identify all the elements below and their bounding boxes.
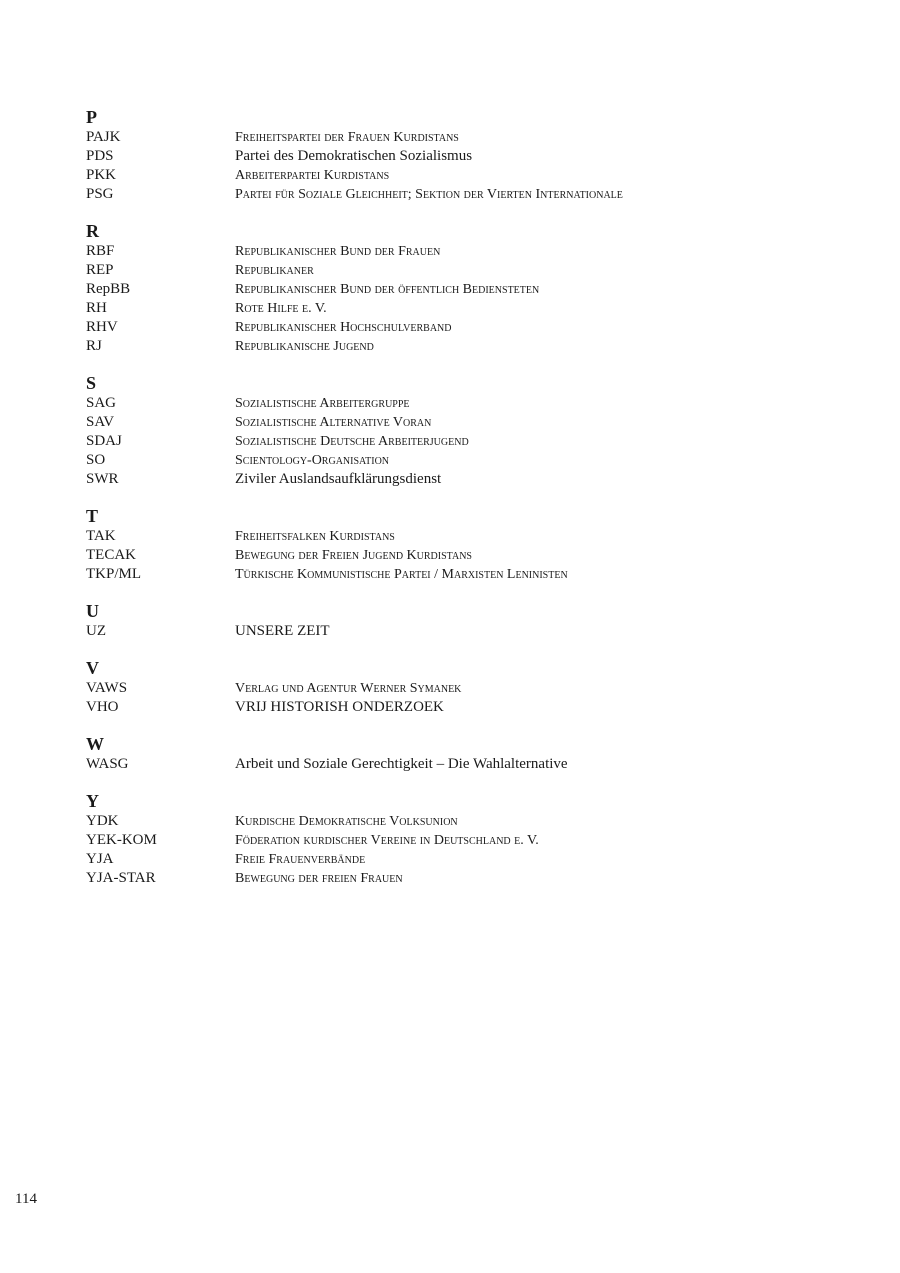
full-name: Sozialistische Alternative Voran xyxy=(235,415,432,430)
abbreviation-entry xyxy=(86,470,846,489)
abbreviation: YEK-KOM xyxy=(86,832,157,848)
full-name: Bewegung der freien Frauen xyxy=(235,871,403,886)
abbreviation: REP xyxy=(86,262,114,278)
abbreviation-entry xyxy=(86,831,846,850)
abbreviation-entry xyxy=(86,546,846,565)
full-name: Partei des Demokratischen Sozialismus xyxy=(235,148,473,164)
abbreviation-entry xyxy=(86,318,846,337)
abbreviation: PDS xyxy=(86,148,114,164)
abbreviation-entry xyxy=(86,432,846,451)
abbreviation-entry xyxy=(86,413,846,432)
abbreviation: VAWS xyxy=(86,680,128,696)
full-name: Republikanischer Hochschulverband xyxy=(235,320,452,335)
abbreviation: TECAK xyxy=(86,547,136,563)
abbreviation-entry xyxy=(86,869,846,888)
abbreviation-entry xyxy=(86,128,846,147)
full-name: Freiheitspartei der Frauen Kurdistans xyxy=(235,130,459,145)
section-letter: Y xyxy=(86,791,99,811)
section-w xyxy=(86,734,846,774)
abbreviation: UZ xyxy=(86,623,106,639)
full-name: Sozialistische Deutsche Arbeiterjugend xyxy=(235,434,469,449)
section-v xyxy=(86,658,846,717)
abbreviation-entry xyxy=(86,679,846,698)
abbreviation-entry xyxy=(86,698,846,717)
section-r xyxy=(86,221,846,356)
full-name: Ziviler Auslandsaufklärungsdienst xyxy=(235,471,442,487)
section-letter: T xyxy=(86,506,99,526)
abbreviation: TKP/ML xyxy=(86,566,142,582)
section-letter: U xyxy=(86,601,99,621)
abbreviation: RH xyxy=(86,300,107,316)
full-name: Bewegung der Freien Jugend Kurdistans xyxy=(235,548,472,563)
abbreviation: SDAJ xyxy=(86,433,122,449)
section-s xyxy=(86,373,846,489)
section-letter: V xyxy=(86,658,99,678)
abbreviation-entry xyxy=(86,622,846,641)
section-letter: S xyxy=(86,373,97,393)
full-name: Republikanischer Bund der Frauen xyxy=(235,244,441,259)
abbreviation: PAJK xyxy=(86,129,121,145)
abbreviation: YDK xyxy=(86,813,119,829)
abbreviation-entry xyxy=(86,185,846,204)
full-name: UNSERE ZEIT xyxy=(235,623,330,639)
section-u xyxy=(86,601,846,641)
full-name: Freiheitsfalken Kurdistans xyxy=(235,529,395,544)
full-name: Rote Hilfe e. V. xyxy=(235,301,327,316)
abbreviation-entry xyxy=(86,261,846,280)
abbreviation: SWR xyxy=(86,471,119,487)
full-name: Föderation kurdischer Vereine in Deutschland e. V. xyxy=(235,833,539,848)
full-name: Arbeiterpartei Kurdistans xyxy=(235,168,390,183)
full-name: Türkische Kommunistische Partei / Marxisten Leninisten xyxy=(235,567,568,582)
abbreviation-entry xyxy=(86,451,846,470)
section-y xyxy=(86,791,846,888)
abbreviation: VHO xyxy=(86,699,119,715)
abbreviation: RBF xyxy=(86,243,115,259)
abbreviation: RJ xyxy=(86,338,102,354)
abbreviation-entry xyxy=(86,755,846,774)
abbreviation-entry xyxy=(86,565,846,584)
full-name: Republikanischer Bund der öffentlich Bediensteten xyxy=(235,282,540,297)
abbreviation: SAG xyxy=(86,395,117,411)
full-name: Verlag und Agentur Werner Symanek xyxy=(235,681,462,696)
full-name: Freie Frauenverbände xyxy=(235,852,366,867)
abbreviation: SO xyxy=(86,452,106,468)
full-name: Arbeit und Soziale Gerechtigkeit – Die Wahlalternative xyxy=(235,756,568,772)
abbreviation: RHV xyxy=(86,319,118,335)
full-name: VRIJ HISTORISH ONDERZOEK xyxy=(235,699,444,715)
full-name: Scientology-Organisation xyxy=(235,453,390,468)
abbreviation-entry xyxy=(86,812,846,831)
abbreviation: SAV xyxy=(86,414,115,430)
abbreviation-entry xyxy=(86,850,846,869)
full-name: Republikaner xyxy=(235,263,314,278)
section-letter: P xyxy=(86,107,97,127)
abbreviation: TAK xyxy=(86,528,116,544)
abbreviation-entry xyxy=(86,299,846,318)
abbreviation-entry xyxy=(86,147,846,166)
abbreviation-entry xyxy=(86,166,846,185)
section-t xyxy=(86,506,846,584)
abbreviation: PKK xyxy=(86,167,117,183)
abbreviation: WASG xyxy=(86,756,129,772)
full-name: Partei für Soziale Gleichheit; Sektion der Vierten Internationale xyxy=(235,187,623,202)
abbreviation-entry xyxy=(86,337,846,356)
section-letter: R xyxy=(86,221,99,241)
section-p xyxy=(86,107,846,204)
abbreviation-entry xyxy=(86,280,846,299)
abbreviation-entry xyxy=(86,394,846,413)
abbreviation-entry xyxy=(86,242,846,261)
abbreviation: YJA-STAR xyxy=(86,870,156,886)
abbreviation-list xyxy=(86,107,846,905)
full-name: Kurdische Demokratische Volksunion xyxy=(235,814,458,829)
full-name: Republikanische Jugend xyxy=(235,339,374,354)
page-number: 114 xyxy=(15,1191,37,1207)
section-letter: W xyxy=(86,734,104,754)
full-name: Sozialistische Arbeitergruppe xyxy=(235,396,410,411)
abbreviation: PSG xyxy=(86,186,114,202)
abbreviation: YJA xyxy=(86,851,114,867)
abbreviation-entry xyxy=(86,527,846,546)
abbreviation: RepBB xyxy=(86,281,131,297)
